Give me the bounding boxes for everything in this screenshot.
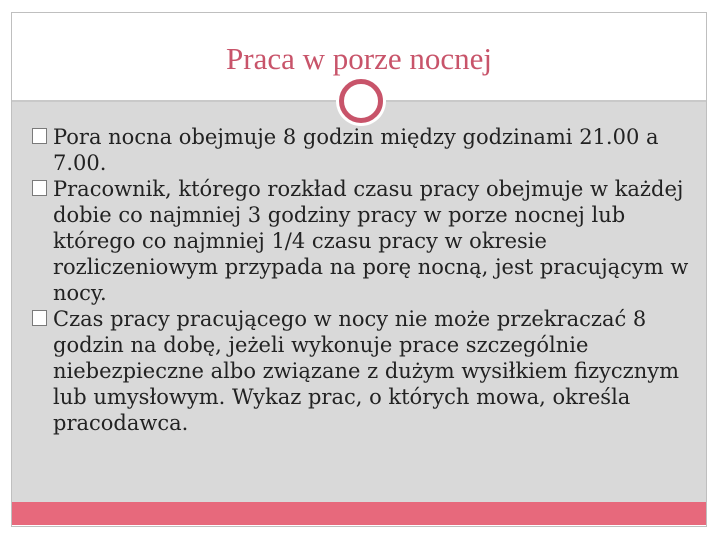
bullet-text: Czas pracy pracującego w nocy nie może przekraczać 8 godzin na dobę, jeżeli wykonuje prace szczególnie niebezpieczne albo związane z dużym wysiłkiem fizycznym lub umysłowym. Wykaz prac, o których mowa, określa pracodawca. [53, 307, 680, 435]
bullet-text: Pora nocna obejmuje 8 godzin między godzinami 21.00 a 7.00. [53, 125, 659, 175]
bullet-square-icon [32, 128, 47, 144]
bullet-square-icon [32, 180, 47, 196]
bullet-list [30, 124, 690, 436]
list-item [30, 124, 690, 176]
bottom-bar [12, 502, 706, 525]
list-item [30, 176, 690, 306]
slide-title: Praca w porze nocnej [226, 41, 492, 76]
bullet-square-icon [32, 310, 47, 326]
list-item [30, 306, 690, 436]
bullet-text: Pracownik, którego rozkład czasu pracy obejmuje w każdej dobie co najmniej 3 godziny pracy w porze nocnej lub którego co najmniej 1/4 czasu pracy w okresie rozliczeniowym przypada na porę nocną, jest pracującym w nocy. [53, 177, 689, 305]
circle-ornament-icon [339, 79, 383, 123]
